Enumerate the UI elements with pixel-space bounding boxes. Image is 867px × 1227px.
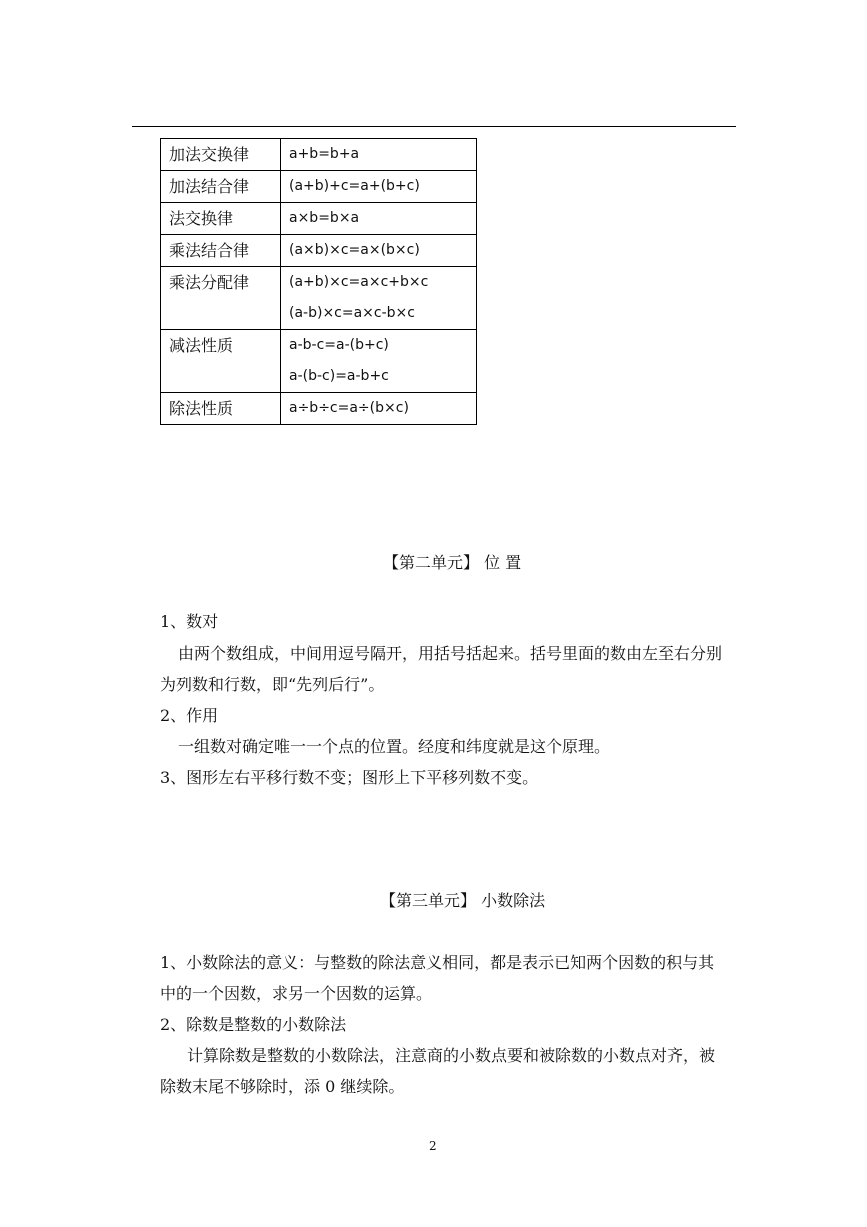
law-formula-cell: [281, 203, 477, 235]
law-formula-cell: [281, 235, 477, 267]
law-name-cell: [161, 139, 281, 171]
table-row: [161, 393, 477, 425]
law-formula: a÷b÷c=a÷(b×c): [289, 400, 409, 416]
unit2-item1-text: 由两个数组成，中间用逗号隔开，用括号括起来。括号里面的数由左至右分别: [178, 644, 723, 663]
unit3-title: 【第三单元】 小数除法: [380, 891, 546, 910]
law-formula-cell: [281, 330, 477, 393]
law-formula-cell: [281, 171, 477, 203]
unit2-item1-text: 为列数和行数，即“先列后行”。: [160, 675, 385, 694]
law-name-cell: [161, 330, 281, 393]
law-name: 乘法分配律: [169, 273, 250, 292]
law-formula: a+b=b+a: [289, 146, 360, 162]
law-name: 加法结合律: [169, 177, 250, 196]
unit2-item2-heading: 2、作用: [160, 706, 219, 725]
table-row: [161, 235, 477, 267]
law-name-cell: [161, 267, 281, 330]
unit3-item1-text: 中的一个因数，求另一个因数的运算。: [160, 984, 433, 1003]
law-name: 加法交换律: [169, 145, 250, 164]
unit3-item2-text: 计算除数是整数的小数除法，注意商的小数点要和被除数的小数点对齐，被: [187, 1046, 716, 1065]
law-name-cell: [161, 171, 281, 203]
unit3-item2-text: 除数末尾不够除时，添 0 继续除。: [160, 1077, 405, 1096]
unit2-item2-text: 一组数对确定唯一一个点的位置。经度和纬度就是这个原理。: [178, 737, 611, 756]
unit3-item2-heading: 2、除数是整数的小数除法: [160, 1015, 347, 1034]
law-formula: (a×b)×c=a×(b×c): [289, 242, 420, 258]
law-formula: (a+b)+c=a+(b+c): [289, 178, 420, 194]
law-name: 减法性质: [169, 336, 234, 355]
table-row: [161, 267, 477, 330]
law-name-cell: [161, 203, 281, 235]
law-name: 法交换律: [169, 209, 234, 228]
unit2-title: 【第二单元】 位 置: [383, 553, 522, 572]
law-formula: a-b-c=a-(b+c): [289, 337, 389, 353]
table-row: [161, 139, 477, 171]
law-name: 乘法结合律: [169, 241, 250, 260]
page-number: 2: [429, 1139, 437, 1153]
law-formula: a×b=b×a: [289, 210, 360, 226]
law-name-cell: [161, 393, 281, 425]
law-formula-cell: [281, 139, 477, 171]
law-formula-cell: [281, 393, 477, 425]
law-formula-cell: [281, 267, 477, 330]
law-formula: a-(b-c)=a-b+c: [289, 368, 389, 384]
law-formula: (a-b)×c=a×c-b×c: [289, 305, 415, 321]
law-formula: (a+b)×c=a×c+b×c: [289, 274, 429, 290]
law-name: 除法性质: [169, 399, 234, 418]
law-name-cell: [161, 235, 281, 267]
table-row: [161, 203, 477, 235]
operation-laws-table: [160, 138, 477, 425]
table-row: [161, 171, 477, 203]
unit3-item1-text: 1、小数除法的意义：与整数的除法意义相同，都是表示已知两个因数的积与其: [160, 953, 715, 972]
header-rule: [132, 126, 736, 127]
unit2-item3-text: 3、图形左右平移行数不变；图形上下平移列数不变。: [160, 768, 539, 787]
table-row: [161, 330, 477, 393]
unit2-item1-heading: 1、数对: [160, 612, 219, 631]
